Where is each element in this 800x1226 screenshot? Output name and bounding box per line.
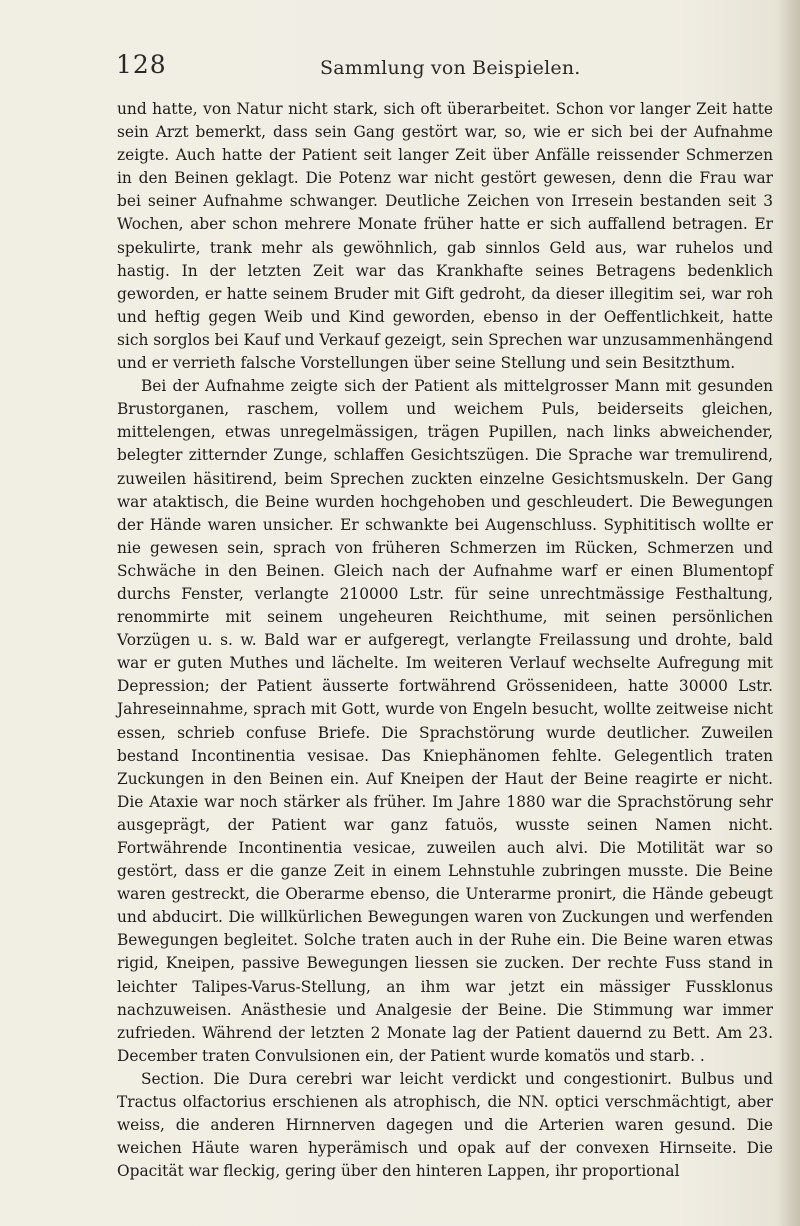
paragraph-3: Section. Die Dura cerebri war leicht verdickt und congestionirt. Bulbus und Tractus olfactorius erschienen als atrophisch, die NN. optici verschmächtigt, aber weiss, die anderen Hirnnerven dagegen und die Arterien waren gesund. Die weichen Häute waren hyperämisch und opak auf der convexen Hirnseite. Die Opacität war fleckig, gering über den hinteren Lappen, ihr proportional <box>117 1069 773 1181</box>
running-title: Sammlung von Beispielen. <box>320 57 581 79</box>
body-text <box>117 98 773 1183</box>
page-edge-shadow <box>778 0 800 1226</box>
paragraph-2: Bei der Aufnahme zeigte sich der Patient als mittelgrosser Mann mit gesunden Brustorganen, raschem, vollem und weichem Puls, beiderseits gleichen, mittelengen, etwas unregelmässigen, trägen Pupillen, nach links abweichender, belegter zitternder Zunge, schlaffen Gesichtszügen. Die Sprache war tremulirend, zuweilen häsitirend, beim Sprechen zuckten einzelne Gesichtsmuskeln. Der Gang war ataktisch, die Beine wurden hochgehoben und geschleudert. Die Bewegungen der Hände waren unsicher. Er schwankte bei Augenschluss. Syphititisch wollte er nie gewesen sein, sprach von früheren Schmerzen im Rücken, Schmerzen und Schwäche in den Beinen. Gleich nach der Aufnahme warf er einen Blumentopf durchs Fenster, verlangte 210000 Lstr. für seine unrechtmässige Festhaltung, renommirte mit seinem ungeheuren Reichthume, mit seinen persönlichen Vorzügen u. s. w. Bald war er aufgeregt, verlangte Freilassung und drohte, bald war er guten Muthes und lächelte. Im weiteren Verlauf wechselte Aufregung mit Depression; der Patient äusserte fortwährend Grössenideen, hatte 30000 Lstr. Jahreseinnahme, sprach mit Gott, wurde von Engeln besucht, wollte zeitweise nicht essen, schrieb confuse Briefe. Die Sprachstörung wurde deutlicher. Zuweilen bestand Incontinentia vesisae. Das Kniephänomen fehlte. Gelegentlich traten Zuckungen in den Beinen ein. Auf Kneipen der Haut der Beine reagirte er nicht. Die Ataxie war noch stärker als früher. Im Jahre 1880 war die Sprachstörung sehr ausgeprägt, der Patient war ganz fatuös, wusste seinen Namen nicht. Fortwährende Incontinentia vesicae, zuweilen auch alvi. Die Motilität war so gestört, dass er die ganze Zeit in einem Lehnstuhle zubringen musste. Die Beine waren gestreckt, die Oberarme ebenso, die Unterarme pronirt, die Hände gebeugt und abducirt. Die willkürlichen Bewegungen waren von Zuckungen und werfenden Bewegungen begleitet. Solche traten auch in der Ruhe ein. Die Beine waren etwas rigid, Kneipen, passive Bewegungen liessen sie zucken. Der rechte Fuss stand in leichter Talipes-Varus-Stellung, an ihm war jetzt ein mässiger Fussklonus nachzuweisen. Anästhesie und Analgesie der Beine. Die Stimmung war immer zufrieden. Während der letzten 2 Monate lag der Patient dauernd zu Bett. Am 23. December traten Convulsionen ein, der Patient wurde komatös und starb. . <box>117 377 773 1065</box>
paragraph-1: und hatte, von Natur nicht stark, sich oft überarbeitet. Schon vor langer Zeit hatte sein Arzt bemerkt, dass sein Gang gestört war, so, wie er sich bei der Aufnahme zeigte. Auch hatte der Patient seit langer Zeit über Anfälle reissender Schmerzen in den Beinen geklagt. Die Potenz war nicht gestört gewesen, denn die Frau war bei seiner Aufnahme schwanger. Deutliche Zeichen von Irresein bestanden seit 3 Wochen, aber schon mehrere Monate früher hatte er sich auffallend betragen. Er spekulirte, trank mehr als gewöhnlich, gab sinnlos Geld aus, war ruhelos und hastig. In der letzten Zeit war das Krankhafte seines Betragens bedenklich geworden, er hatte seinem Bruder mit Gift gedroht, da dieser illegitim sei, war roh und heftig gegen Weib und Kind geworden, ebenso in der Oeffentlichkeit, hatte sich sorglos bei Kauf und Verkauf gezeigt, sein Sprechen war unzusammenhängend und er verrieth falsche Vorstellungen über seine Stellung und sein Besitzthum. <box>117 100 773 373</box>
page-number: 128 <box>116 50 167 79</box>
